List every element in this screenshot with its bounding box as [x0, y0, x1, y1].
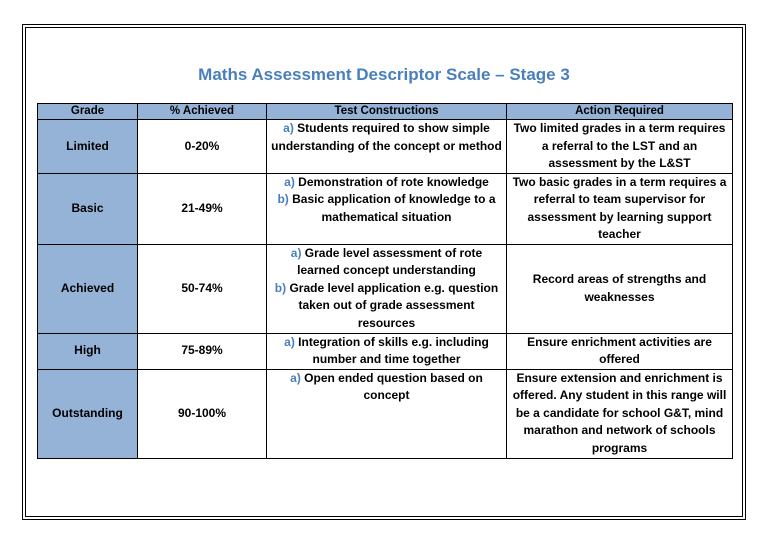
descriptor-table	[37, 103, 733, 459]
item-prefix: b)	[274, 280, 287, 295]
percent-cell: 50-74%	[138, 244, 267, 333]
header-test-constructions: Test Constructions	[267, 104, 507, 120]
header-row	[38, 104, 733, 120]
table-row	[38, 120, 733, 174]
test-cell	[267, 369, 507, 458]
action-cell: Two basic grades in a term requires a referral to team supervisor for assessment by learning support teacher	[507, 173, 733, 244]
item-prefix: a)	[290, 370, 301, 385]
table-row	[38, 173, 733, 244]
percent-cell: 0-20%	[138, 120, 267, 174]
test-cell	[267, 120, 507, 174]
item-text: Demonstration of rote knowledge	[298, 174, 489, 189]
test-cell	[267, 173, 507, 244]
item-text: Open ended question based on concept	[304, 370, 483, 402]
item-text: Students required to show simple understanding of the concept or method	[271, 121, 502, 153]
test-cell	[267, 244, 507, 333]
table-row	[38, 369, 733, 458]
item-text: Integration of skills e.g. including number and time together	[298, 334, 489, 366]
action-cell: Two limited grades in a term requires a referral to the LST and an assessment by the L&ST	[507, 120, 733, 174]
percent-cell: 90-100%	[138, 369, 267, 458]
item-prefix: a)	[284, 174, 295, 189]
percent-cell: 21-49%	[138, 173, 267, 244]
percent-cell: 75-89%	[138, 333, 267, 369]
grade-cell: Limited	[38, 120, 138, 174]
header-percent-achieved: % Achieved	[138, 104, 267, 120]
action-cell: Ensure extension and enrichment is offered. Any student in this range will be a candidate for school G&T, mind marathon and network of schools programs	[507, 369, 733, 458]
test-cell	[267, 333, 507, 369]
item-prefix: a)	[283, 121, 294, 135]
grade-cell: Achieved	[38, 244, 138, 333]
grade-cell: Outstanding	[38, 369, 138, 458]
item-prefix: a)	[284, 334, 295, 349]
header-grade: Grade	[38, 104, 138, 120]
table-row	[38, 333, 733, 369]
item-text: Grade level assessment of rote learned concept understanding	[297, 245, 483, 277]
item-text: Basic application of knowledge to a mathematical situation	[292, 192, 496, 224]
action-cell: Record areas of strengths and weaknesses	[507, 244, 733, 333]
item-prefix: b)	[277, 192, 289, 206]
grade-cell: High	[38, 333, 138, 369]
item-prefix: a)	[290, 245, 302, 260]
page-title: Maths Assessment Descriptor Scale – Stage 3	[198, 65, 570, 84]
header-action-required: Action Required	[507, 104, 733, 120]
item-text: Grade level application e.g. question taken out of grade assessment resources	[289, 280, 499, 330]
action-cell: Ensure enrichment activities are offered	[507, 333, 733, 369]
grade-cell: Basic	[38, 173, 138, 244]
table-row	[38, 244, 733, 333]
